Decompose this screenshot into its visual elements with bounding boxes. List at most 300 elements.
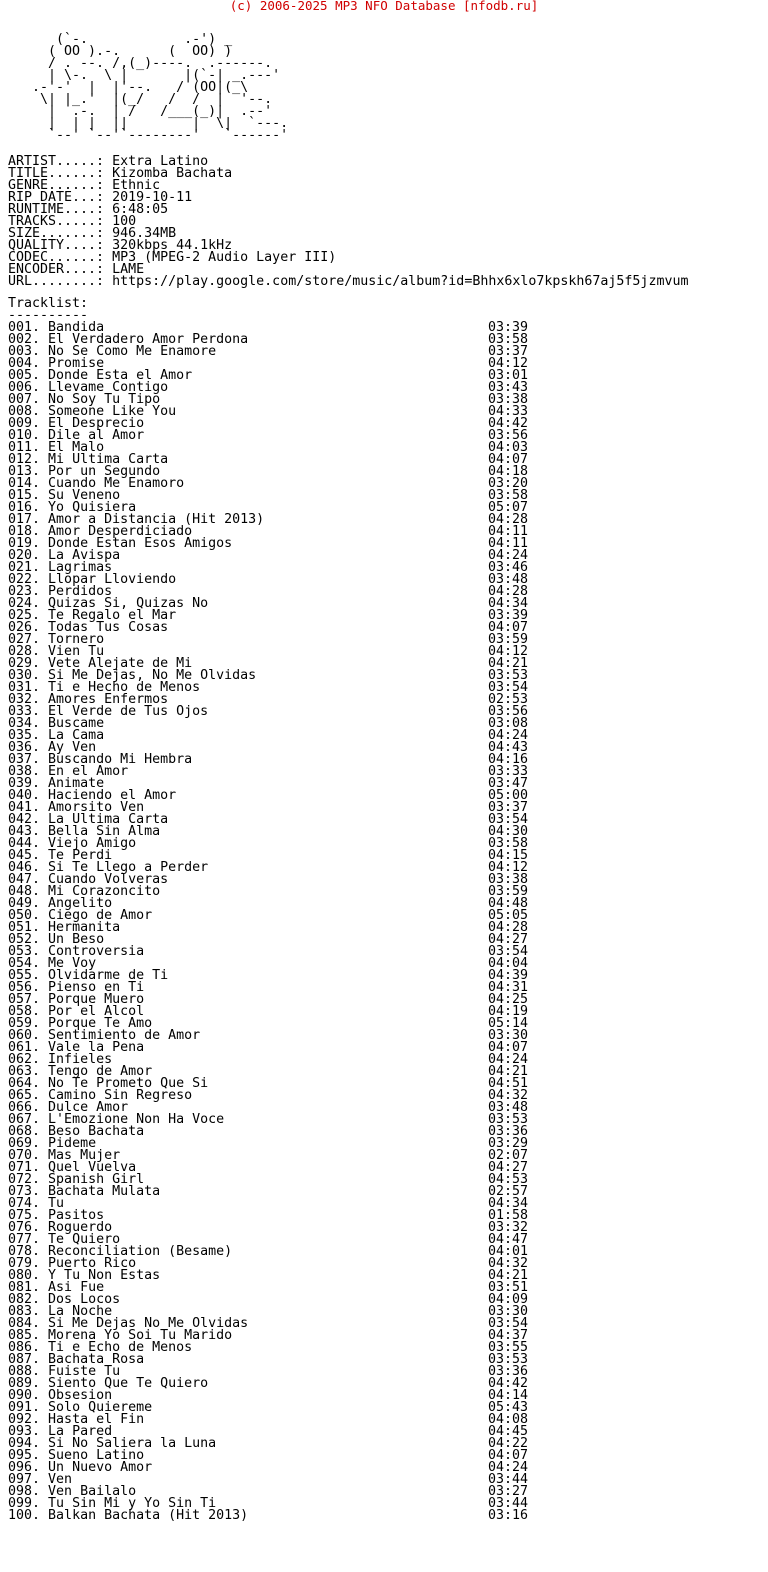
track-duration: 04:21 xyxy=(488,1268,529,1283)
track-duration: 05:05 xyxy=(488,908,529,923)
track-title: Asi Fue xyxy=(48,1280,105,1295)
track-number: 029. xyxy=(8,656,41,671)
track-number: 053. xyxy=(8,944,41,959)
codec-label: CODEC......: xyxy=(8,250,113,265)
track-title: Haciendo el Amor xyxy=(48,788,177,803)
track-duration: 04:28 xyxy=(488,920,529,935)
track-title: Controversia xyxy=(48,944,145,959)
track-duration: 03:53 xyxy=(488,1112,529,1127)
track-duration: 04:07 xyxy=(488,1448,529,1463)
track-title: Si No Saliera la Luna xyxy=(48,1436,217,1451)
track-duration: 03:48 xyxy=(488,1100,529,1115)
track-title: Spanish Girl xyxy=(48,1172,145,1187)
tracks-label: TRACKS.....: xyxy=(8,214,113,229)
track-title: Donde Esta el Amor xyxy=(48,368,193,383)
track-duration: 04:24 xyxy=(488,1052,529,1067)
track-number: 010. xyxy=(8,428,41,443)
track-title: Bachata Mulata xyxy=(48,1184,161,1199)
track-title: Un Nuevo Amor xyxy=(48,1460,153,1475)
track-number: 074. xyxy=(8,1196,41,1211)
track-duration: 04:21 xyxy=(488,656,529,671)
track-title: Ven xyxy=(48,1472,73,1487)
track-number: 043. xyxy=(8,824,41,839)
track-title: Por un Segundo xyxy=(48,464,161,479)
track-number: 085. xyxy=(8,1328,41,1343)
track-row xyxy=(8,1510,548,1522)
track-title: Siento Que Te Quiero xyxy=(48,1376,209,1391)
track-title: Todas Tus Cosas xyxy=(48,620,169,635)
track-title: Vale la Pena xyxy=(48,1040,145,1055)
track-duration: 03:47 xyxy=(488,776,529,791)
track-title: Tu xyxy=(48,1196,65,1211)
track-title: Ay Ven xyxy=(48,740,97,755)
track-title: Quel Vuelva xyxy=(48,1160,137,1175)
track-number: 075. xyxy=(8,1208,41,1223)
track-duration: 04:01 xyxy=(488,1244,529,1259)
track-number: 042. xyxy=(8,812,41,827)
track-duration: 03:51 xyxy=(488,1280,529,1295)
track-duration: 03:54 xyxy=(488,944,529,959)
track-duration: 04:07 xyxy=(488,1040,529,1055)
track-title: Solo Quiereme xyxy=(48,1400,153,1415)
track-number: 035. xyxy=(8,728,41,743)
track-number: 027. xyxy=(8,632,41,647)
track-number: 055. xyxy=(8,968,41,983)
track-duration: 04:28 xyxy=(488,584,529,599)
encoder-value: LAME xyxy=(112,262,145,277)
track-number: 059. xyxy=(8,1016,41,1031)
track-title: Beso Bachata xyxy=(48,1124,145,1139)
track-duration: 04:51 xyxy=(488,1076,529,1091)
track-duration: 04:14 xyxy=(488,1388,529,1403)
track-title: Obsesion xyxy=(48,1388,113,1403)
track-title: Mas Mujer xyxy=(48,1148,121,1163)
quality-label: QUALITY....: xyxy=(8,238,113,253)
release-info xyxy=(8,156,688,288)
track-title: La Noche xyxy=(48,1304,113,1319)
track-number: 038. xyxy=(8,764,41,779)
track-number: 095. xyxy=(8,1448,41,1463)
track-title: Sentimiento de Amor xyxy=(48,1028,201,1043)
track-duration: 04:27 xyxy=(488,932,529,947)
track-title: El Desprecio xyxy=(48,416,145,431)
track-duration: 04:33 xyxy=(488,404,529,419)
track-title: La Ultima Carta xyxy=(48,812,169,827)
track-duration: 03:37 xyxy=(488,800,529,815)
track-duration: 04:11 xyxy=(488,524,529,539)
track-duration: 04:31 xyxy=(488,980,529,995)
track-duration: 05:07 xyxy=(488,500,529,515)
track-number: 086. xyxy=(8,1340,41,1355)
track-title: Mi Ultima Carta xyxy=(48,452,169,467)
track-title: Sueno Latino xyxy=(48,1448,145,1463)
track-title: Un Beso xyxy=(48,932,105,947)
track-title: Si Me Dejas, No Me Olvidas xyxy=(48,668,257,683)
track-duration: 03:38 xyxy=(488,392,529,407)
track-title: Roguerdo xyxy=(48,1220,113,1235)
track-title: Por el Alcol xyxy=(48,1004,145,1019)
track-title: Angelito xyxy=(48,896,113,911)
track-title: Te Perdi xyxy=(48,848,113,863)
quality-value: 320kbps 44.1kHz xyxy=(112,238,233,253)
track-duration: 04:24 xyxy=(488,1460,529,1475)
track-title: Fuiste Tu xyxy=(48,1364,121,1379)
track-duration: 03:58 xyxy=(488,836,529,851)
track-duration: 04:27 xyxy=(488,1160,529,1175)
track-duration: 05:14 xyxy=(488,1016,529,1031)
track-title: El Verde de Tus Ojos xyxy=(48,704,209,719)
track-number: 019. xyxy=(8,536,41,551)
track-number: 072. xyxy=(8,1172,41,1187)
track-duration: 04:11 xyxy=(488,536,529,551)
track-number: 033. xyxy=(8,704,41,719)
track-number: 041. xyxy=(8,800,41,815)
track-number: 016. xyxy=(8,500,41,515)
track-duration: 01:58 xyxy=(488,1208,529,1223)
track-number: 040. xyxy=(8,788,41,803)
track-number: 087. xyxy=(8,1352,41,1367)
genre-label: GENRE......: xyxy=(8,178,113,193)
track-number: 080. xyxy=(8,1268,41,1283)
track-title: Te Regalo el Mar xyxy=(48,608,177,623)
title-label: TITLE......: xyxy=(8,166,113,181)
track-duration: 03:30 xyxy=(488,1028,529,1043)
track-number: 003. xyxy=(8,344,41,359)
track-duration: 04:24 xyxy=(488,728,529,743)
track-number: 063. xyxy=(8,1064,41,1079)
track-number: 013. xyxy=(8,464,41,479)
track-number: 007. xyxy=(8,392,41,407)
track-title: Animate xyxy=(48,776,105,791)
track-title: L'Emozione Non Ha Voce xyxy=(48,1112,225,1127)
track-number: 098. xyxy=(8,1484,41,1499)
track-number: 032. xyxy=(8,692,41,707)
track-number: 012. xyxy=(8,452,41,467)
track-number: 058. xyxy=(8,1004,41,1019)
runtime-value: 6:48:05 xyxy=(112,202,169,217)
track-duration: 04:39 xyxy=(488,968,529,983)
track-number: 017. xyxy=(8,512,41,527)
track-title: La Avispa xyxy=(48,548,121,563)
track-number: 073. xyxy=(8,1184,41,1199)
track-duration: 04:30 xyxy=(488,824,529,839)
track-number: 077. xyxy=(8,1232,41,1247)
track-number: 054. xyxy=(8,956,41,971)
track-duration: 03:16 xyxy=(488,1508,529,1523)
track-title: Ti e Hecho de Menos xyxy=(48,680,201,695)
genre-value: Ethnic xyxy=(112,178,161,193)
ascii-art-logo: (`-. .-') _ ( OO ).-. ( OO) ) / . --. /,(_)----. .------. | \-. \ | |(`-| _.---' .-'-' | |'--. / (OO|(_\ \| |_.' |(_/ / / | '--. | .-. | / /___(_)| .--' | | | || | \| `---. `--' `--'`--------' `------' xyxy=(32,32,289,143)
track-number: 050. xyxy=(8,908,41,923)
ripdate-label: RIP DATE...: xyxy=(8,190,113,205)
track-title: Amores Enfermos xyxy=(48,692,169,707)
track-title: La Pared xyxy=(48,1424,113,1439)
track-title: Amor a Distancia (Hit 2013) xyxy=(48,512,265,527)
tracks-value: 100 xyxy=(112,214,137,229)
track-number: 079. xyxy=(8,1256,41,1271)
track-duration: 03:29 xyxy=(488,1136,529,1151)
size-label: SIZE.......: xyxy=(8,226,113,241)
track-title: Ti e Echo de Menos xyxy=(48,1340,193,1355)
track-title: Infieles xyxy=(48,1052,113,1067)
track-number: 092. xyxy=(8,1412,41,1427)
track-number: 071. xyxy=(8,1160,41,1175)
track-duration: 04:28 xyxy=(488,512,529,527)
track-number: 046. xyxy=(8,860,41,875)
title-value: Kizomba Bachata xyxy=(112,166,233,181)
track-duration: 04:22 xyxy=(488,1436,529,1451)
track-title: Dulce Amor xyxy=(48,1100,129,1115)
runtime-label: RUNTIME....: xyxy=(8,202,113,217)
track-duration: 03:08 xyxy=(488,716,529,731)
track-title: Morena Yo Soi Tu Marido xyxy=(48,1328,233,1343)
track-number: 066. xyxy=(8,1100,41,1115)
track-number: 009. xyxy=(8,416,41,431)
track-duration: 04:04 xyxy=(488,956,529,971)
track-duration: 04:09 xyxy=(488,1292,529,1307)
track-number: 078. xyxy=(8,1244,41,1259)
track-duration: 03:37 xyxy=(488,344,529,359)
track-title: Dos Locos xyxy=(48,1292,121,1307)
track-title: No Se Como Me Enamore xyxy=(48,344,217,359)
track-row xyxy=(8,1462,548,1474)
track-title: Pideme xyxy=(48,1136,97,1151)
track-title: Tengo de Amor xyxy=(48,1064,153,1079)
encoder-label: ENCODER....: xyxy=(8,262,113,277)
track-number: 024. xyxy=(8,596,41,611)
track-duration: 04:24 xyxy=(488,548,529,563)
track-duration: 04:47 xyxy=(488,1232,529,1247)
track-number: 049. xyxy=(8,896,41,911)
track-duration: 04:18 xyxy=(488,464,529,479)
track-title: El Verdadero Amor Perdona xyxy=(48,332,249,347)
track-title: Llopar Lloviendo xyxy=(48,572,177,587)
track-number: 084. xyxy=(8,1316,41,1331)
track-duration: 04:48 xyxy=(488,896,529,911)
track-duration: 04:12 xyxy=(488,644,529,659)
track-number: 028. xyxy=(8,644,41,659)
track-number: 082. xyxy=(8,1292,41,1307)
track-number: 057. xyxy=(8,992,41,1007)
track-duration: 03:30 xyxy=(488,1304,529,1319)
track-number: 015. xyxy=(8,488,41,503)
track-title: Ciego de Amor xyxy=(48,908,153,923)
track-title: Tu Sin Mi y Yo Sin Ti xyxy=(48,1496,217,1511)
track-title: Si Me Dejas No Me Olvidas xyxy=(48,1316,249,1331)
track-title: Promise xyxy=(48,356,105,371)
track-number: 002. xyxy=(8,332,41,347)
copyright-banner: (c) 2006-2025 MP3 NFO Database [nfodb.ru] xyxy=(229,0,539,13)
track-duration: 04:53 xyxy=(488,1172,529,1187)
track-number: 061. xyxy=(8,1040,41,1055)
track-row xyxy=(8,1186,548,1198)
track-duration: 05:00 xyxy=(488,788,529,803)
track-title: Hermanita xyxy=(48,920,121,935)
track-title: Buscame xyxy=(48,716,105,731)
track-title: Pienso en Ti xyxy=(48,980,145,995)
track-number: 020. xyxy=(8,548,41,563)
track-number: 004. xyxy=(8,356,41,371)
track-duration: 04:12 xyxy=(488,860,529,875)
track-duration: 04:15 xyxy=(488,848,529,863)
track-duration: 03:01 xyxy=(488,368,529,383)
track-duration: 03:56 xyxy=(488,428,529,443)
track-title: Pasitos xyxy=(48,1208,105,1223)
artist-label: ARTIST.....: xyxy=(8,154,113,169)
track-number: 011. xyxy=(8,440,41,455)
track-duration: 04:08 xyxy=(488,1412,529,1427)
track-number: 022. xyxy=(8,572,41,587)
track-duration: 04:34 xyxy=(488,596,529,611)
track-duration: 03:43 xyxy=(488,380,529,395)
track-number: 060. xyxy=(8,1028,41,1043)
track-title: No Te Prometo Que Si xyxy=(48,1076,209,1091)
track-duration: 03:32 xyxy=(488,1220,529,1235)
track-duration: 04:34 xyxy=(488,1196,529,1211)
track-title: Bandida xyxy=(48,320,105,335)
track-duration: 04:07 xyxy=(488,620,529,635)
track-number: 096. xyxy=(8,1460,41,1475)
track-number: 001. xyxy=(8,320,41,335)
track-number: 094. xyxy=(8,1436,41,1451)
track-number: 076. xyxy=(8,1220,41,1235)
track-duration: 03:36 xyxy=(488,1124,529,1139)
track-title: Balkan Bachata (Hit 2013) xyxy=(48,1508,249,1523)
track-duration: 03:59 xyxy=(488,884,529,899)
track-number: 036. xyxy=(8,740,41,755)
track-title: Tornero xyxy=(48,632,105,647)
track-duration: 04:42 xyxy=(488,1376,529,1391)
track-title: Someone Like You xyxy=(48,404,177,419)
track-title: Amor Desperdiciado xyxy=(48,524,193,539)
track-number: 005. xyxy=(8,368,41,383)
artist-value: Extra Latino xyxy=(112,154,209,169)
track-title: No Soy Tu Tipo xyxy=(48,392,161,407)
track-number: 091. xyxy=(8,1400,41,1415)
track-duration: 02:57 xyxy=(488,1184,529,1199)
track-title: Te Quiero xyxy=(48,1232,121,1247)
track-duration: 03:58 xyxy=(488,332,529,347)
track-title: El Malo xyxy=(48,440,105,455)
track-number: 070. xyxy=(8,1148,41,1163)
track-title: Reconciliation (Besame) xyxy=(48,1244,233,1259)
track-duration: 04:37 xyxy=(488,1328,529,1343)
track-duration: 04:03 xyxy=(488,440,529,455)
track-title: Su Veneno xyxy=(48,488,121,503)
track-number: 048. xyxy=(8,884,41,899)
track-title: Mi Corazoncito xyxy=(48,884,161,899)
track-title: Dile al Amor xyxy=(48,428,145,443)
track-duration: 03:46 xyxy=(488,560,529,575)
track-duration: 03:53 xyxy=(488,1352,529,1367)
track-duration: 03:56 xyxy=(488,704,529,719)
track-number: 051. xyxy=(8,920,41,935)
track-number: 089. xyxy=(8,1376,41,1391)
track-duration: 03:27 xyxy=(488,1484,529,1499)
track-title: Donde Estan Esos Amigos xyxy=(48,536,233,551)
tracklist-heading: Tracklist: xyxy=(8,296,89,311)
track-title: Me Voy xyxy=(48,956,97,971)
track-title: Viejo Amigo xyxy=(48,836,137,851)
track-title: Camino Sin Regreso xyxy=(48,1088,193,1103)
track-duration: 04:12 xyxy=(488,356,529,371)
track-duration: 04:32 xyxy=(488,1256,529,1271)
track-duration: 04:43 xyxy=(488,740,529,755)
track-duration: 05:43 xyxy=(488,1400,529,1415)
track-number: 023. xyxy=(8,584,41,599)
track-duration: 03:33 xyxy=(488,764,529,779)
track-duration: 03:44 xyxy=(488,1472,529,1487)
track-number: 069. xyxy=(8,1136,41,1151)
track-number: 062. xyxy=(8,1052,41,1067)
track-title: Bella Sin Alma xyxy=(48,824,161,839)
track-title: Vien Tu xyxy=(48,644,105,659)
tracklist-rule: ---------- xyxy=(8,308,89,323)
track-title: Puerto Rico xyxy=(48,1256,137,1271)
track-duration: 03:53 xyxy=(488,668,529,683)
track-duration: 02:53 xyxy=(488,692,529,707)
track-title: Yo Quisiera xyxy=(48,500,137,515)
track-duration: 03:54 xyxy=(488,680,529,695)
track-title: Lagrimas xyxy=(48,560,113,575)
track-title: Llevame Contigo xyxy=(48,380,169,395)
track-number: 083. xyxy=(8,1304,41,1319)
track-duration: 04:25 xyxy=(488,992,529,1007)
track-number: 065. xyxy=(8,1088,41,1103)
track-duration: 04:42 xyxy=(488,416,529,431)
track-number: 039. xyxy=(8,776,41,791)
track-title: Quizas Si, Quizas No xyxy=(48,596,209,611)
track-number: 097. xyxy=(8,1472,41,1487)
size-value: 946.34MB xyxy=(112,226,177,241)
track-duration: 03:54 xyxy=(488,1316,529,1331)
track-duration: 04:16 xyxy=(488,752,529,767)
track-duration: 03:20 xyxy=(488,476,529,491)
track-number: 025. xyxy=(8,608,41,623)
ripdate-value: 2019-10-11 xyxy=(112,190,193,205)
track-duration: 04:07 xyxy=(488,452,529,467)
track-title: Ven Bailalo xyxy=(48,1484,137,1499)
track-title: Olvidarme de Ti xyxy=(48,968,169,983)
track-number: 047. xyxy=(8,872,41,887)
track-duration: 04:19 xyxy=(488,1004,529,1019)
track-title: Porque Te Amo xyxy=(48,1016,153,1031)
track-title: Vete Alejate de Mi xyxy=(48,656,193,671)
track-number: 090. xyxy=(8,1388,41,1403)
track-number: 026. xyxy=(8,620,41,635)
track-number: 099. xyxy=(8,1496,41,1511)
track-title: La Cama xyxy=(48,728,105,743)
track-number: 006. xyxy=(8,380,41,395)
track-number: 030. xyxy=(8,668,41,683)
track-title: Hasta el Fin xyxy=(48,1412,145,1427)
track-title: En el Amor xyxy=(48,764,129,779)
tracklist xyxy=(8,322,548,1522)
track-number: 064. xyxy=(8,1076,41,1091)
track-duration: 03:54 xyxy=(488,812,529,827)
track-title: Bachata Rosa xyxy=(48,1352,145,1367)
track-title: Amorsito Ven xyxy=(48,800,145,815)
track-number: 093. xyxy=(8,1424,41,1439)
codec-value: MP3 (MPEG-2 Audio Layer III) xyxy=(112,250,337,265)
track-number: 044. xyxy=(8,836,41,851)
track-number: 037. xyxy=(8,752,41,767)
track-title: Cuando Me Enamoro xyxy=(48,476,185,491)
track-number: 008. xyxy=(8,404,41,419)
track-number: 056. xyxy=(8,980,41,995)
track-duration: 03:39 xyxy=(488,608,529,623)
track-number: 068. xyxy=(8,1124,41,1139)
